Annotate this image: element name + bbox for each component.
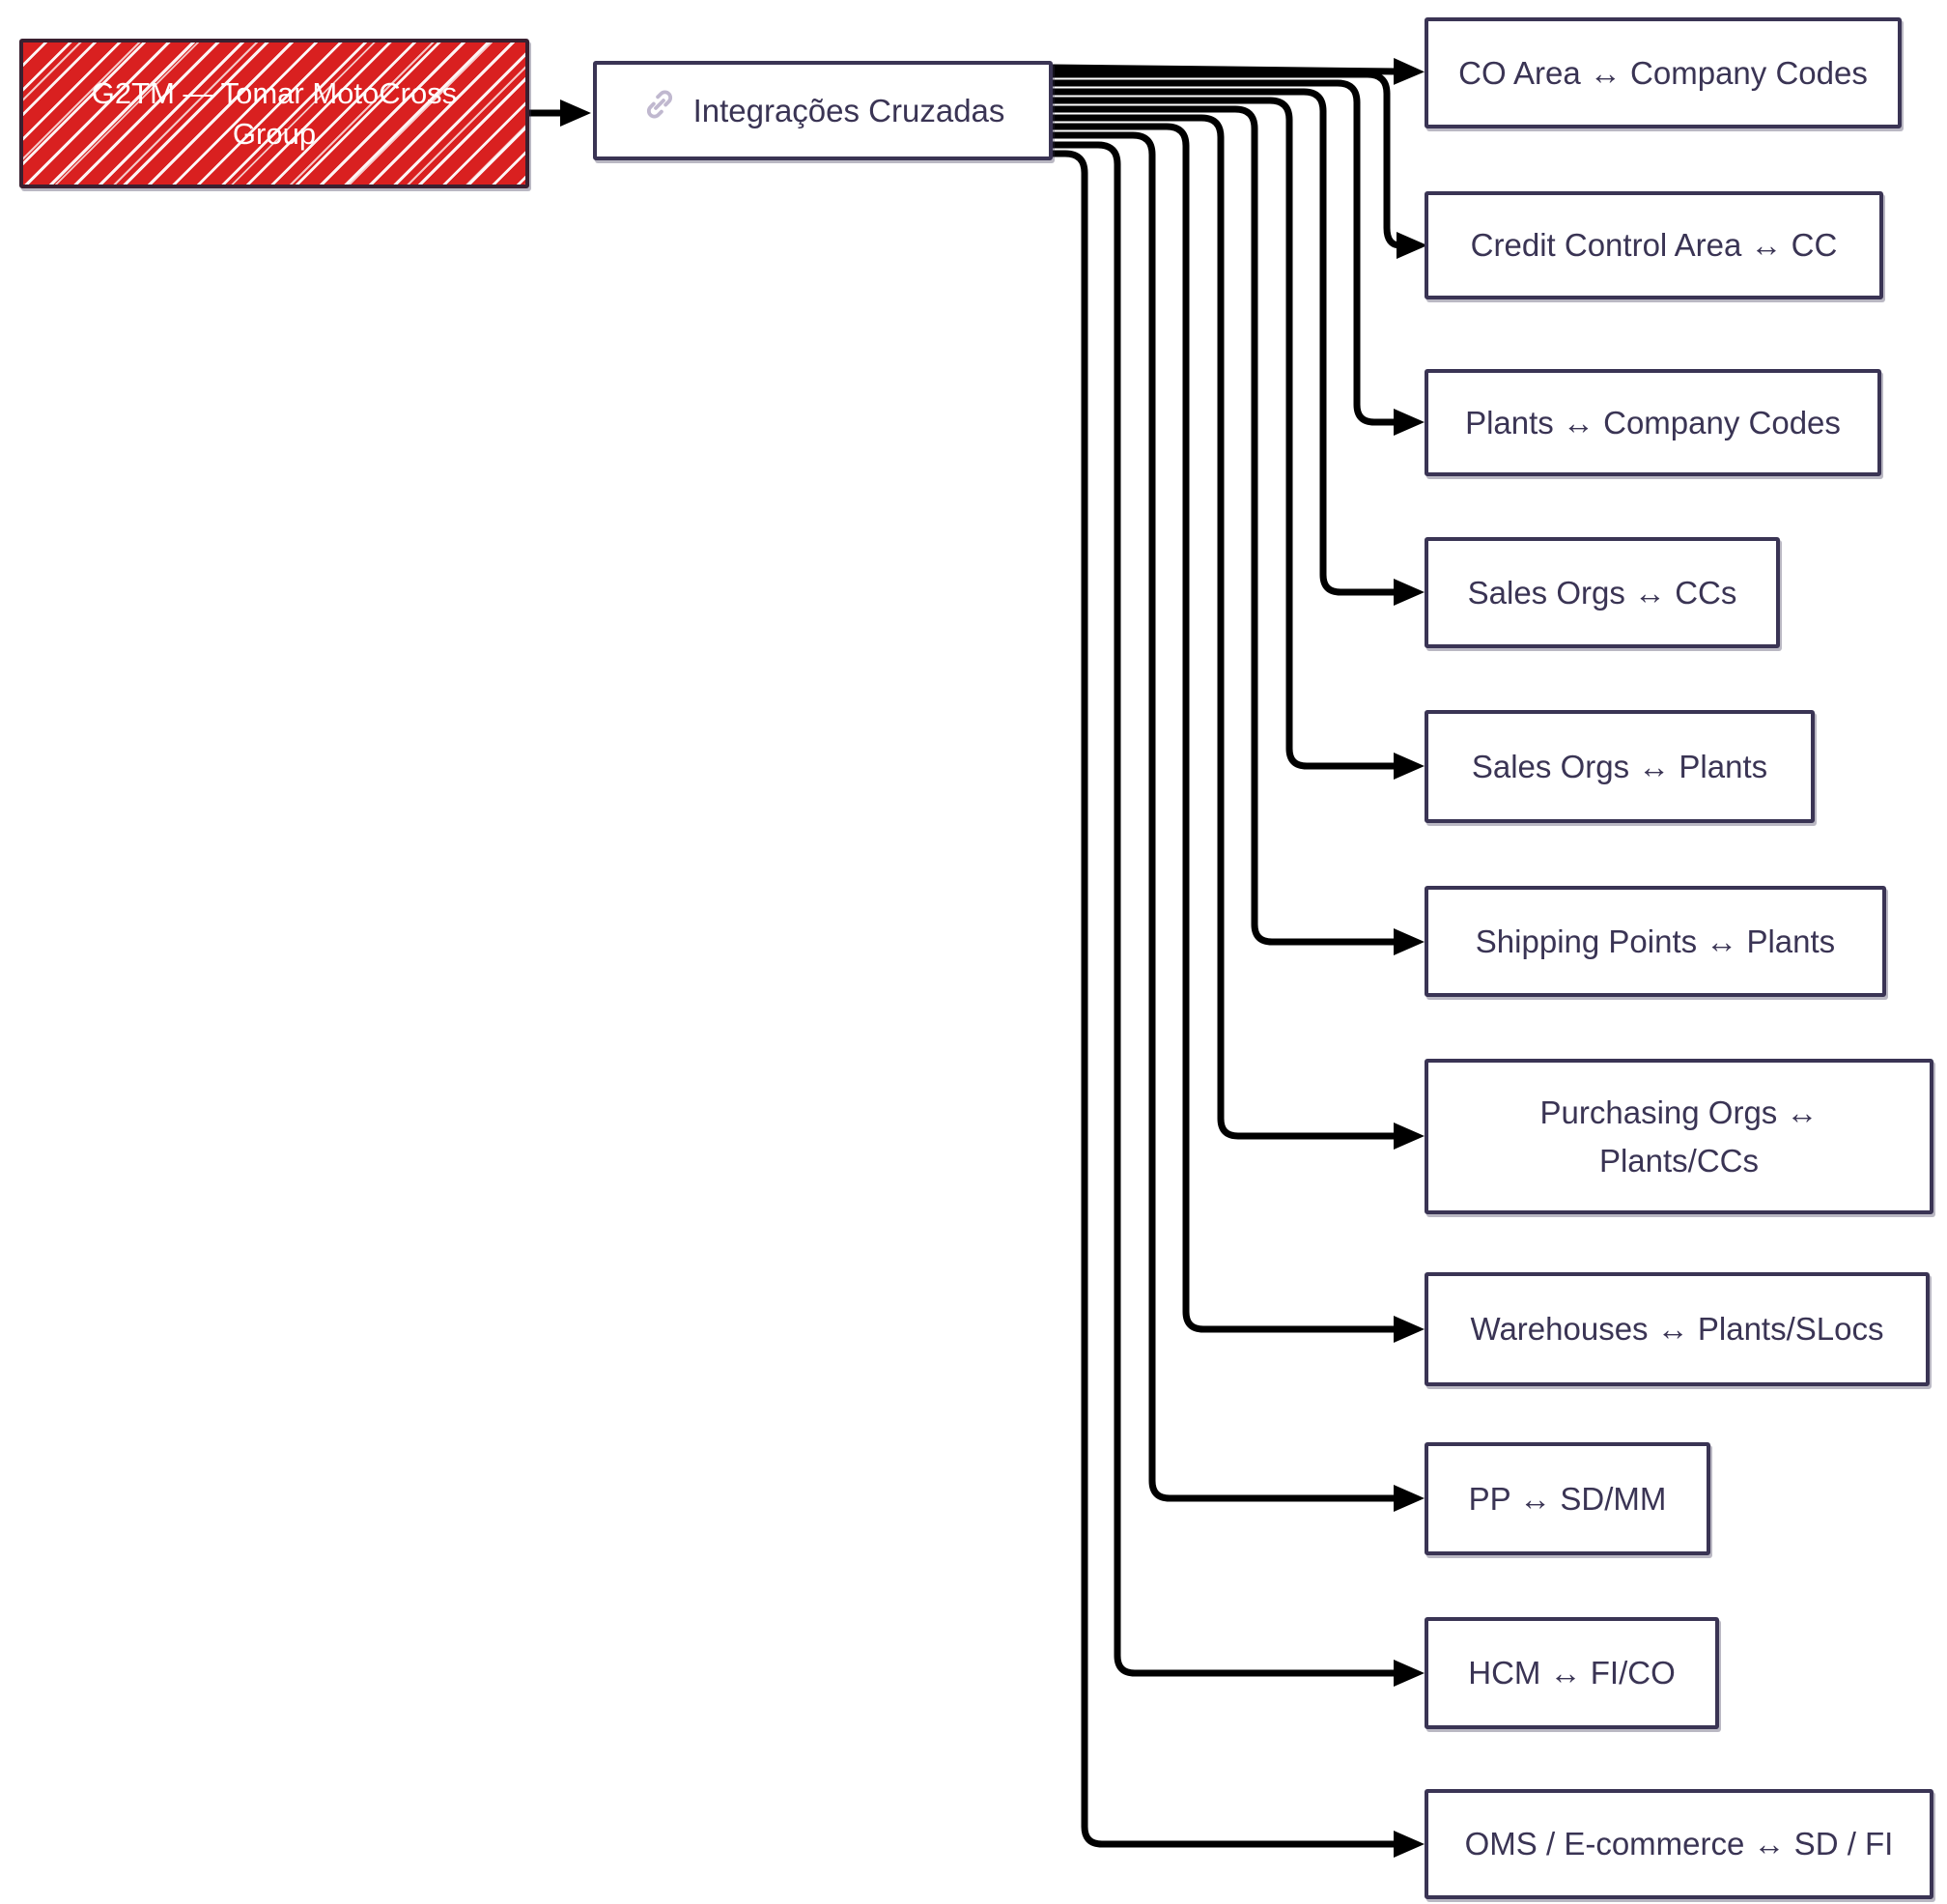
arrow-hub-to-oms-ecommerce <box>1053 154 1397 1844</box>
arrow-hub-to-warehouses <box>1053 127 1397 1329</box>
root-node-label: G2TM — Tomar MotoCross Group <box>91 75 458 151</box>
node-sales-orgs-ccs[interactable] <box>1425 537 1780 648</box>
arrow-hub-to-pp-sd-mm <box>1053 135 1397 1498</box>
node-label: Shipping Points ↔ Plants <box>1475 923 1836 959</box>
node-label: Sales Orgs ↔ CCs <box>1467 574 1737 611</box>
arrow-hub-to-co-area <box>1053 68 1397 71</box>
node-label: PP ↔ SD/MM <box>1468 1480 1667 1517</box>
arrow-hub-to-sales-orgs-ccs <box>1053 92 1397 592</box>
node-label: Purchasing Orgs ↔ Plants/CCs <box>1539 1094 1819 1179</box>
arrow-hub-to-purchasing-orgs <box>1053 118 1397 1136</box>
node-root-group[interactable] <box>19 39 529 188</box>
node-plants-company-codes[interactable] <box>1425 369 1881 476</box>
node-label: Credit Control Area ↔ CC <box>1470 227 1838 264</box>
hub-node-label: Integrações Cruzadas <box>692 92 1005 128</box>
node-sales-orgs-plants[interactable] <box>1425 710 1815 823</box>
node-shipping-points-plants[interactable] <box>1425 886 1886 997</box>
node-oms-ecommerce-sd-fi[interactable] <box>1425 1789 1933 1899</box>
node-label: Sales Orgs ↔ Plants <box>1471 748 1768 784</box>
arrow-hub-to-hcm-fi-co <box>1053 145 1397 1673</box>
link-icon <box>641 86 678 136</box>
node-label: Plants ↔ Company Codes <box>1465 404 1841 440</box>
node-label: Warehouses ↔ Plants/SLocs <box>1470 1311 1884 1348</box>
arrow-hub-to-sales-orgs-plants <box>1053 100 1397 766</box>
arrow-hub-to-shipping-points <box>1053 109 1397 942</box>
node-hub-integracoes-cruzadas[interactable] <box>593 61 1053 160</box>
node-label: CO Area ↔ Company Codes <box>1458 54 1868 91</box>
node-credit-control-area-cc[interactable] <box>1425 191 1883 299</box>
node-pp-sd-mm[interactable] <box>1425 1442 1710 1555</box>
node-co-area-company-codes[interactable] <box>1425 17 1902 128</box>
node-label: OMS / E-commerce ↔ SD / FI <box>1464 1826 1894 1862</box>
node-hcm-fi-co[interactable] <box>1425 1617 1719 1729</box>
node-purchasing-orgs-plants-ccs[interactable] <box>1425 1059 1933 1214</box>
node-label: HCM ↔ FI/CO <box>1468 1655 1676 1691</box>
node-warehouses-plants-slocs[interactable] <box>1425 1272 1930 1386</box>
